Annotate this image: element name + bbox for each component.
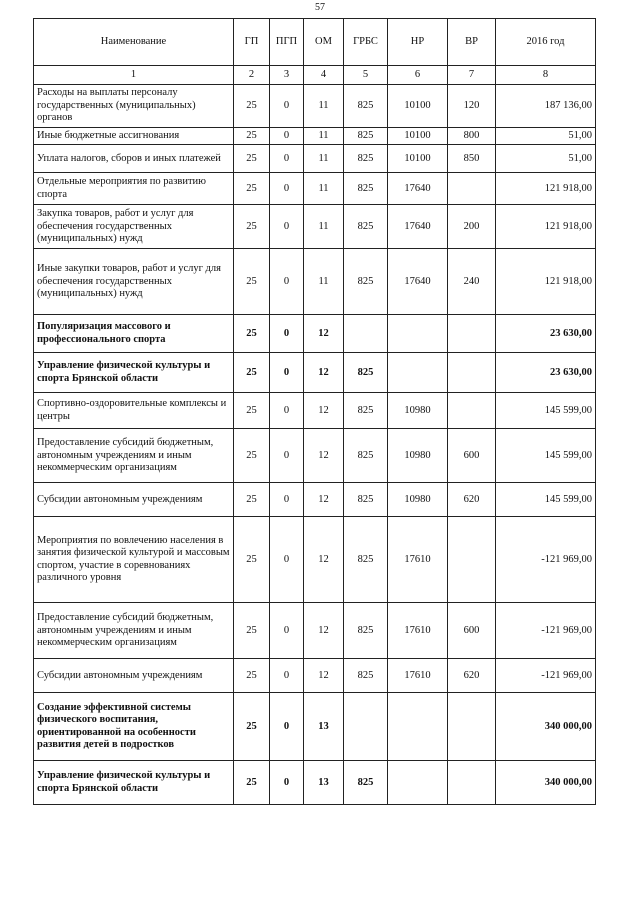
row-amount: 145 599,00 <box>496 393 596 429</box>
row-name: Расходы на выплаты персоналу государственных (муниципальных) органов <box>34 85 234 128</box>
row-om: 12 <box>304 483 344 517</box>
row-om: 12 <box>304 315 344 353</box>
row-name: Иные бюджетные ассигнования <box>34 127 234 145</box>
row-nr: 10100 <box>388 145 448 173</box>
row-name: Иные закупки товаров, работ и услуг для обеспечения государственных (муниципальных) нужд <box>34 249 234 315</box>
row-vr <box>448 761 496 805</box>
row-amount: 121 918,00 <box>496 173 596 205</box>
column-number: 3 <box>270 66 304 85</box>
row-nr <box>388 693 448 761</box>
table-row <box>34 693 596 761</box>
row-vr <box>448 353 496 393</box>
row-vr: 620 <box>448 659 496 693</box>
page-number: 57 <box>315 2 325 13</box>
row-nr <box>388 761 448 805</box>
row-pgp: 0 <box>270 353 304 393</box>
header-nr: НР <box>388 19 448 66</box>
row-amount: 121 918,00 <box>496 205 596 249</box>
row-vr: 240 <box>448 249 496 315</box>
header-row <box>34 19 596 66</box>
row-amount: 340 000,00 <box>496 693 596 761</box>
row-pgp: 0 <box>270 603 304 659</box>
row-gp: 25 <box>234 249 270 315</box>
row-amount: -121 969,00 <box>496 517 596 603</box>
row-pgp: 0 <box>270 85 304 128</box>
table-row <box>34 145 596 173</box>
row-name: Отдельные мероприятия по развитию спорта <box>34 173 234 205</box>
row-amount: 145 599,00 <box>496 483 596 517</box>
row-nr: 17610 <box>388 659 448 693</box>
row-name: Уплата налогов, сборов и иных платежей <box>34 145 234 173</box>
row-grbs: 825 <box>344 483 388 517</box>
table-row <box>34 659 596 693</box>
row-om: 13 <box>304 761 344 805</box>
column-number-row <box>34 66 596 85</box>
table-row <box>34 127 596 145</box>
table-row <box>34 483 596 517</box>
row-vr: 620 <box>448 483 496 517</box>
row-grbs <box>344 693 388 761</box>
row-pgp: 0 <box>270 761 304 805</box>
row-gp: 25 <box>234 353 270 393</box>
row-nr: 10980 <box>388 483 448 517</box>
row-grbs: 825 <box>344 761 388 805</box>
row-om: 11 <box>304 205 344 249</box>
row-vr <box>448 173 496 205</box>
row-name: Субсидии автономным учреждениям <box>34 483 234 517</box>
row-gp: 25 <box>234 85 270 128</box>
row-vr: 600 <box>448 603 496 659</box>
header-name: Наименование <box>34 19 234 66</box>
row-pgp: 0 <box>270 517 304 603</box>
row-vr <box>448 393 496 429</box>
row-grbs: 825 <box>344 85 388 128</box>
row-amount: 187 136,00 <box>496 85 596 128</box>
row-vr: 600 <box>448 429 496 483</box>
header-gp: ГП <box>234 19 270 66</box>
row-grbs <box>344 315 388 353</box>
table-row <box>34 761 596 805</box>
row-om: 12 <box>304 659 344 693</box>
row-om: 12 <box>304 517 344 603</box>
row-amount: 340 000,00 <box>496 761 596 805</box>
row-grbs: 825 <box>344 249 388 315</box>
header-vr: ВР <box>448 19 496 66</box>
row-gp: 25 <box>234 693 270 761</box>
row-gp: 25 <box>234 393 270 429</box>
row-gp: 25 <box>234 127 270 145</box>
table-row <box>34 353 596 393</box>
row-amount: 121 918,00 <box>496 249 596 315</box>
row-name: Управление физической культуры и спорта Брянской области <box>34 761 234 805</box>
table-body <box>34 85 596 805</box>
row-grbs: 825 <box>344 127 388 145</box>
row-amount: 51,00 <box>496 145 596 173</box>
row-om: 11 <box>304 173 344 205</box>
table-row <box>34 393 596 429</box>
row-nr: 17610 <box>388 517 448 603</box>
row-amount: 23 630,00 <box>496 315 596 353</box>
row-nr: 10100 <box>388 85 448 128</box>
row-amount: 145 599,00 <box>496 429 596 483</box>
row-name: Закупка товаров, работ и услуг для обеспечения государственных (муниципальных) нужд <box>34 205 234 249</box>
table-row <box>34 205 596 249</box>
table-row <box>34 249 596 315</box>
row-nr: 17640 <box>388 173 448 205</box>
table-row <box>34 85 596 128</box>
table-row <box>34 315 596 353</box>
row-amount: -121 969,00 <box>496 603 596 659</box>
row-om: 12 <box>304 429 344 483</box>
row-vr: 800 <box>448 127 496 145</box>
column-number: 7 <box>448 66 496 85</box>
row-vr <box>448 693 496 761</box>
row-amount: -121 969,00 <box>496 659 596 693</box>
row-grbs: 825 <box>344 353 388 393</box>
row-pgp: 0 <box>270 693 304 761</box>
row-grbs: 825 <box>344 173 388 205</box>
header-year: 2016 год <box>496 19 596 66</box>
row-vr: 120 <box>448 85 496 128</box>
row-om: 11 <box>304 127 344 145</box>
row-nr <box>388 353 448 393</box>
row-nr: 10980 <box>388 429 448 483</box>
row-pgp: 0 <box>270 145 304 173</box>
row-name: Спортивно-оздоровительные комплексы и центры <box>34 393 234 429</box>
row-vr: 200 <box>448 205 496 249</box>
column-number: 2 <box>234 66 270 85</box>
row-gp: 25 <box>234 173 270 205</box>
row-om: 12 <box>304 603 344 659</box>
row-pgp: 0 <box>270 659 304 693</box>
row-grbs: 825 <box>344 145 388 173</box>
row-om: 13 <box>304 693 344 761</box>
row-pgp: 0 <box>270 429 304 483</box>
row-nr: 10100 <box>388 127 448 145</box>
row-om: 12 <box>304 353 344 393</box>
row-nr <box>388 315 448 353</box>
column-number: 1 <box>34 66 234 85</box>
row-name: Субсидии автономным учреждениям <box>34 659 234 693</box>
header-grbs: ГРБС <box>344 19 388 66</box>
row-name: Популяризация массового и профессионального спорта <box>34 315 234 353</box>
row-om: 11 <box>304 145 344 173</box>
row-grbs: 825 <box>344 429 388 483</box>
column-number: 4 <box>304 66 344 85</box>
row-pgp: 0 <box>270 205 304 249</box>
table-row <box>34 429 596 483</box>
row-nr: 17640 <box>388 249 448 315</box>
row-om: 11 <box>304 249 344 315</box>
header-pgp: ПГП <box>270 19 304 66</box>
row-amount: 23 630,00 <box>496 353 596 393</box>
row-nr: 17640 <box>388 205 448 249</box>
row-gp: 25 <box>234 205 270 249</box>
row-nr: 17610 <box>388 603 448 659</box>
table-row <box>34 603 596 659</box>
row-name: Создание эффективной системы физического воспитания, ориентированной на особенности развития детей в подростков <box>34 693 234 761</box>
row-gp: 25 <box>234 603 270 659</box>
row-gp: 25 <box>234 145 270 173</box>
row-gp: 25 <box>234 315 270 353</box>
row-pgp: 0 <box>270 173 304 205</box>
row-nr: 10980 <box>388 393 448 429</box>
row-grbs: 825 <box>344 205 388 249</box>
row-vr <box>448 315 496 353</box>
column-number: 6 <box>388 66 448 85</box>
row-pgp: 0 <box>270 315 304 353</box>
table-row <box>34 173 596 205</box>
column-number: 8 <box>496 66 596 85</box>
row-grbs: 825 <box>344 603 388 659</box>
row-amount: 51,00 <box>496 127 596 145</box>
row-gp: 25 <box>234 761 270 805</box>
row-vr: 850 <box>448 145 496 173</box>
table-row <box>34 517 596 603</box>
row-grbs: 825 <box>344 393 388 429</box>
row-pgp: 0 <box>270 483 304 517</box>
row-grbs: 825 <box>344 659 388 693</box>
row-pgp: 0 <box>270 393 304 429</box>
row-grbs: 825 <box>344 517 388 603</box>
row-gp: 25 <box>234 517 270 603</box>
row-gp: 25 <box>234 483 270 517</box>
column-number: 5 <box>344 66 388 85</box>
row-name: Предоставление субсидий бюджетным, автономным учреждениям и иным некоммерческим организациям <box>34 603 234 659</box>
budget-table <box>33 18 596 805</box>
row-pgp: 0 <box>270 127 304 145</box>
row-om: 12 <box>304 393 344 429</box>
row-name: Управление физической культуры и спорта Брянской области <box>34 353 234 393</box>
row-gp: 25 <box>234 659 270 693</box>
row-name: Предоставление субсидий бюджетным, автономным учреждениям и иным некоммерческим организациям <box>34 429 234 483</box>
row-om: 11 <box>304 85 344 128</box>
row-gp: 25 <box>234 429 270 483</box>
row-vr <box>448 517 496 603</box>
header-om: ОМ <box>304 19 344 66</box>
row-name: Мероприятия по вовлечению населения в занятия физической культурой и массовым спортом, участие в соревнованиях различного уровня <box>34 517 234 603</box>
row-pgp: 0 <box>270 249 304 315</box>
